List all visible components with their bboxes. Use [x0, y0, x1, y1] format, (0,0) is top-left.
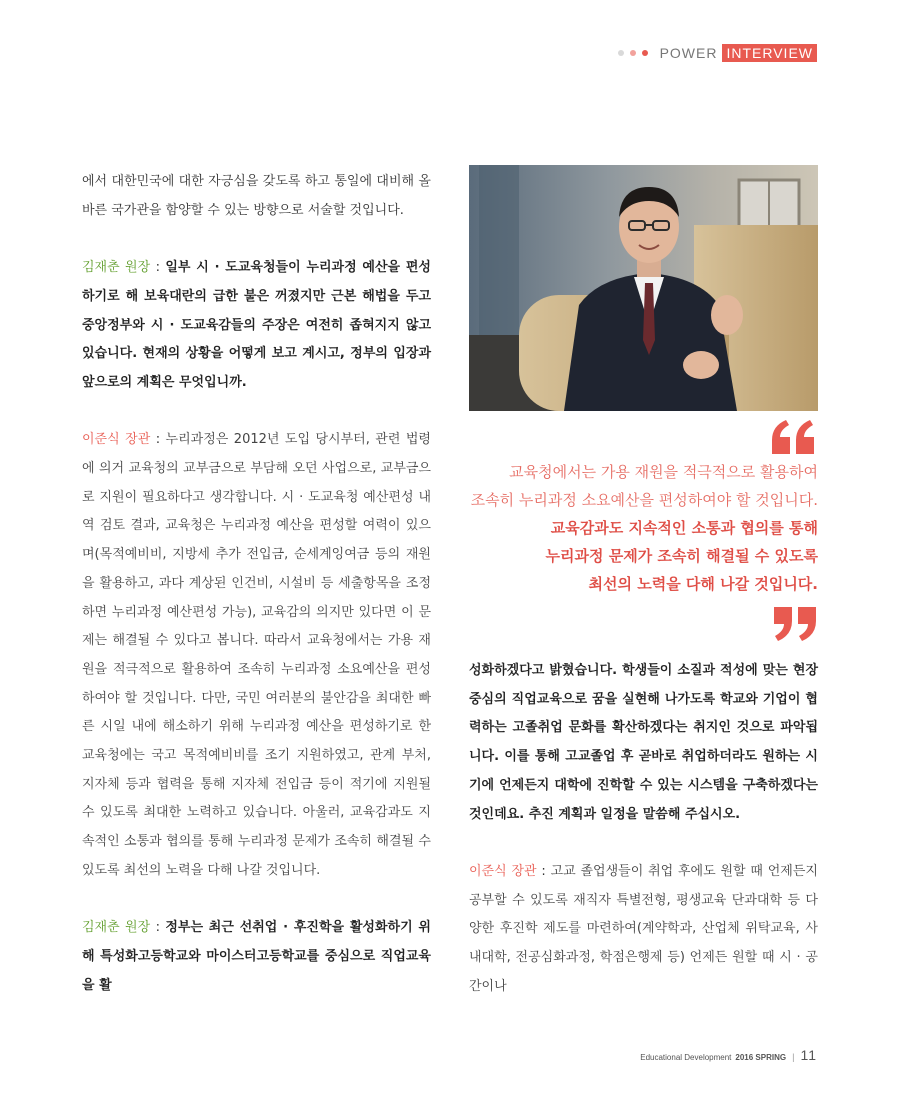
answer-paragraph: 이준식 장관 : 누리과정은 2012년 도입 당시부터, 관련 법령에 의거 교육청의 교부금으로 부담해 오던 사업으로, 교부금으로 지원이 필요하다고 생각합니다. 시 · 도교육청 예산편성 내역 검토 결과, 교육청은 누리과정 예산을 편성할 여력이 있으며(목적예비비, 지방세 추가 전입금, 순세계잉여금 등의 재원을 활용하고, 과다 계상된 인건비, 시설비 등 세출항목을 조정하면 누리과정 예산편성 가능), 교육감의 의지만 있다면 이 문제는 해결될 수 있다고 봅니다. 따라서 교육청에서는 가용 재원을 적극적으로 활용하여 조속히 누리과정 소요예산을 편성하여야 할 것입니다. 다만, 국민 여러분의 불안감을 최대한 빠른 시일 내에 해소하기 위해 누리과정 예산을 편성하기로 한 교육청에는 국고 목적예비비를 조기 지원하였고, 관계 부처, 지자체 등과 협력을 통해 지자체 전입금 등이 적기에 지원될 수 있도록 최대한 노력하고 있습니다. 아울러, 교육감과도 지속적인 소통과 협의를 통해 누리과정 문제가 조속히 해결될 수 있도록 최선의 노력을 다해 나갈 것입니다. — [82, 432, 431, 878]
pull-quote — [469, 458, 818, 598]
speaker-minister: 이준식 장관 — [469, 863, 537, 879]
answer-text: 고교 졸업생들이 취업 후에도 원할 때 언제든지 공부할 수 있도록 재직자 특별전형, 평생교육 단과대학 등 다양한 후진학 제도를 마련하여(계약학과, 산업체 위탁교육, 사내대학, 전공심화과정, 학점은행제 등) 언제든 원할 때 시 · 공간이나 — [469, 863, 818, 994]
publication-name: Educational Development — [640, 1053, 732, 1062]
right-text-column — [469, 657, 818, 1001]
question-text: 일부 시 · 도교육청들이 누리과정 예산을 편성하기로 해 보육대란의 급한 불은 꺼졌지만 근본 해법을 두고 중앙정부와 시 · 도교육감들의 주장은 여전히 좁혀지지 않고 있습니다. 현재의 상황을 어떻게 보고 계시고, 정부의 입장과 앞으로의 계획은 무엇입니까. — [82, 260, 431, 390]
section-tag: INTERVIEW — [722, 44, 817, 62]
section-header — [618, 43, 817, 63]
question-text: 성화하겠다고 밝혔습니다. 학생들이 소질과 적성에 맞는 현장중심의 직업교육으로 꿈을 실현해 나가도록 학교와 기업이 협력하는 고졸취업 문화를 확산하겠다는 취지인 것으로 파악됩니다. 이를 통해 고교졸업 후 곧바로 취업하더라도 원하는 시기에 언제든지 대학에 진학할 수 있는 시스템을 구축하겠다는 것인데요. 추진 계획과 일정을 말씀해 주십시오. — [469, 663, 818, 822]
question-paragraph: 김재춘 원장 : 정부는 최근 선취업 · 후진학을 활성화하기 위해 특성화고등학교와 마이스터고등학교를 중심으로 직업교육을 활 — [82, 920, 431, 993]
interview-photo — [469, 165, 818, 411]
paragraph-continuation — [82, 168, 431, 225]
speaker-minister: 이준식 장관 — [82, 432, 151, 448]
section-label: POWER — [659, 45, 718, 61]
pull-quote-line: 조속히 누리과정 소요예산을 편성하여야 할 것입니다. — [470, 491, 818, 509]
question-paragraph — [469, 657, 818, 829]
quote-open-icon — [770, 420, 818, 454]
speaker-interviewer: 김재춘 원장 — [82, 260, 151, 276]
pull-quote-line: 교육감과도 지속적인 소통과 협의를 통해 — [550, 519, 818, 537]
paragraph-text: 에서 대한민국에 대한 자긍심을 갖도록 하고 통일에 대비해 올바른 국가관을 함양할 수 있는 방향으로 서술할 것입니다. — [82, 174, 431, 218]
speaker-interviewer: 김재춘 원장 — [82, 920, 151, 936]
answer-paragraph: 이준식 장관 : 고교 졸업생들이 취업 후에도 원할 때 언제든지 공부할 수 있도록 재직자 특별전형, 평생교육 단과대학 등 다양한 후진학 제도를 마련하여(계약학과, 산업체 위탁교육, 사내대학, 전공심화과정, 학점은행제 등) 언제든 원할 때 시 · 공간이나 — [469, 863, 818, 994]
page-footer — [640, 1047, 817, 1063]
header-dot-1 — [618, 50, 624, 56]
answer-text: 누리과정은 2012년 도입 당시부터, 관련 법령에 의거 교육청의 교부금으로 부담해 오던 사업으로, 교부금으로 지원이 필요하다고 생각합니다. 시 · 도교육청 예산편성 내역 검토 결과, 교육청은 누리과정 예산을 편성할 여력이 있으며(목적예비비, 지방세 추가 전입금, 순세계잉여금 등의 재원을 활용하고, 과다 계상된 인건비, 시설비 등 세출항목을 조정하면 누리과정 예산편성 가능), 교육감의 의지만 있다면 이 문제는 해결될 수 있다고 봅니다. 따라서 교육청에서는 가용 재원을 적극적으로 활용하여 조속히 누리과정 소요예산을 편성하여야 할 것입니다. 다만, 국민 여러분의 불안감을 최대한 빠른 시일 내에 해소하기 위해 누리과정 예산을 편성하기로 한 교육청에는 국고 목적예비비를 조기 지원하였고, 관계 부처, 지자체 등과 협력을 통해 지자체 전입금 등이 적기에 지원될 수 있도록 최대한 노력하고 있습니다. 아울러, 교육감과도 지속적인 소통과 협의를 통해 누리과정 문제가 조속히 해결될 수 있도록 최선의 노력을 다해 나갈 것입니다. — [82, 432, 431, 878]
page-number: 11 — [800, 1047, 817, 1063]
question-paragraph: 김재춘 원장 : 일부 시 · 도교육청들이 누리과정 예산을 편성하기로 해 보육대란의 급한 불은 꺼졌지만 근본 해법을 두고 중앙정부와 시 · 도교육감들의 주장은 여전히 좁혀지지 않고 있습니다. 현재의 상황을 어떻게 보고 계시고, 정부의 입장과 앞으로의 계획은 무엇입니까. — [82, 260, 431, 390]
pull-quote-line: 교육청에서는 가용 재원을 적극적으로 활용하여 — [509, 463, 818, 481]
issue-label: 2016 SPRING — [735, 1053, 787, 1062]
pull-quote-line: 누리과정 문제가 조속히 해결될 수 있도록 — [545, 547, 818, 565]
pull-quote-line: 최선의 노력을 다해 나갈 것입니다. — [588, 575, 818, 593]
footer-separator: | — [792, 1052, 795, 1062]
question-text: 정부는 최근 선취업 · 후진학을 활성화하기 위해 특성화고등학교와 마이스터고등학교를 중심으로 직업교육을 활 — [82, 920, 431, 993]
header-dot-2 — [630, 50, 636, 56]
left-text-column — [82, 168, 431, 1000]
quote-close-icon — [770, 607, 818, 641]
header-dot-3 — [642, 50, 648, 56]
